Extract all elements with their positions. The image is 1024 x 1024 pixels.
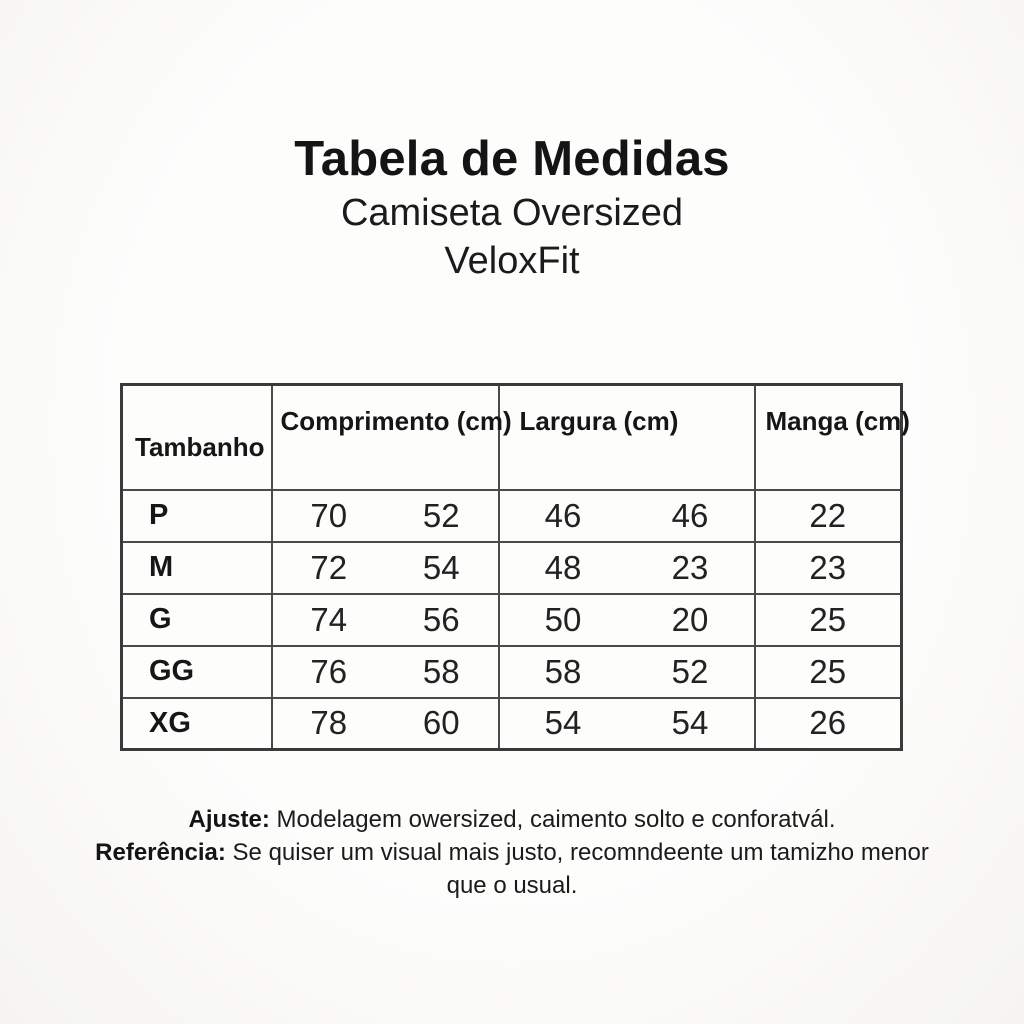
- comprimento-cell: [272, 594, 499, 646]
- column-header-manga: Manga (cm): [755, 385, 902, 490]
- largura-value: 50: [544, 600, 582, 638]
- manga-cell: 23: [755, 542, 902, 594]
- size-label: GG: [122, 646, 272, 698]
- largura-cell: [499, 490, 755, 542]
- note-ajuste-label: Ajuste:: [188, 806, 270, 833]
- note-ajuste: [0, 803, 1024, 836]
- largura-value: 46: [671, 496, 709, 534]
- manga-cell: 25: [755, 646, 902, 698]
- largura-value: 54: [544, 704, 582, 742]
- comprimento-value: 60: [422, 704, 460, 742]
- comprimento-cell: [272, 542, 499, 594]
- largura-cell: [499, 594, 755, 646]
- comprimento-cell: [272, 646, 499, 698]
- largura-value: 23: [671, 548, 709, 586]
- column-header-comprimento: Comprimento (cm): [272, 385, 499, 490]
- table-header-row: [122, 385, 902, 490]
- largura-value: 20: [671, 600, 709, 638]
- comprimento-value: 52: [422, 496, 460, 534]
- note-referencia-label: Referência:: [95, 839, 226, 866]
- measurements-table: [120, 383, 910, 751]
- size-label: G: [122, 594, 272, 646]
- size-label: P: [122, 490, 272, 542]
- comprimento-value: 76: [310, 652, 348, 690]
- manga-cell: 25: [755, 594, 902, 646]
- largura-value: 48: [544, 548, 582, 586]
- table-row-g: [122, 594, 902, 646]
- page-title: Tabela de Medidas: [294, 132, 730, 186]
- largura-cell: [499, 698, 755, 750]
- largura-value: 46: [544, 496, 582, 534]
- comprimento-value: 70: [310, 496, 348, 534]
- largura-cell: [499, 646, 755, 698]
- note-referencia: [77, 836, 947, 902]
- manga-cell: 22: [755, 490, 902, 542]
- table-row-gg: [122, 646, 902, 698]
- comprimento-value: 72: [310, 548, 348, 586]
- comprimento-cell: [272, 698, 499, 750]
- column-header-tamanho: Tambanho: [122, 385, 272, 490]
- largura-value: 52: [671, 652, 709, 690]
- comprimento-cell: [272, 490, 499, 542]
- comprimento-value: 78: [310, 704, 348, 742]
- note-ajuste-text: Modelagem owersized, caimento solto e conforatvál.: [276, 806, 836, 833]
- manga-cell: 26: [755, 698, 902, 750]
- table-row-m: [122, 542, 902, 594]
- largura-value: 58: [544, 652, 582, 690]
- product-subtitle: Camiseta Oversized: [340, 192, 684, 234]
- comprimento-value: 74: [310, 600, 348, 638]
- size-label: XG: [122, 698, 272, 750]
- brand-name: VeloxFit: [444, 240, 580, 282]
- largura-cell: [499, 542, 755, 594]
- largura-value: 54: [671, 704, 709, 742]
- table-row-p: [122, 490, 902, 542]
- footer-notes: [0, 803, 1024, 902]
- comprimento-value: 54: [422, 548, 460, 586]
- size-label: M: [122, 542, 272, 594]
- comprimento-value: 56: [422, 600, 460, 638]
- table-row-xg: [122, 698, 902, 750]
- comprimento-value: 58: [422, 652, 460, 690]
- note-referencia-text: Se quiser um visual mais justo, recomndeente um tamizho menor que o usual.: [232, 839, 929, 899]
- column-header-largura: Largura (cm): [499, 385, 755, 490]
